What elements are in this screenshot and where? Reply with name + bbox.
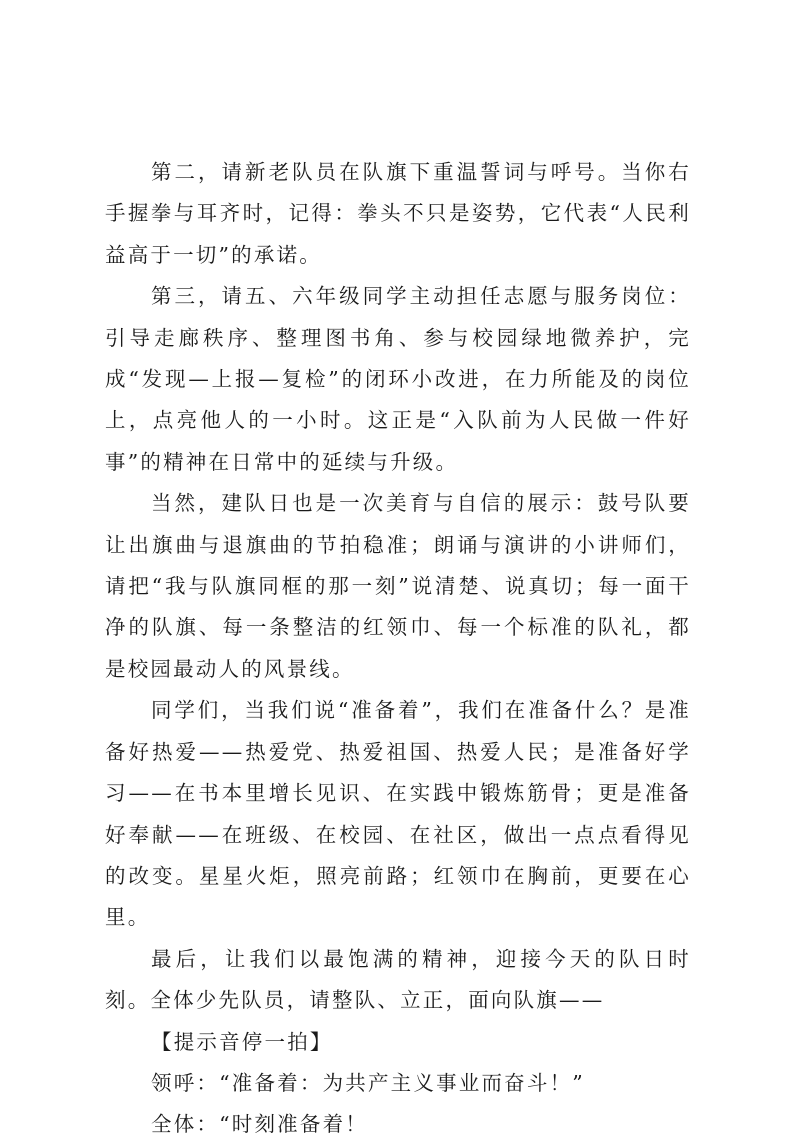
- document-body: [105, 152, 691, 1146]
- paragraph-pledge: 第二，请新老队员在队旗下重温誓词与呼号。当你右手握拳与耳齐时，记得：拳头不只是姿势，它代表“人民利益高于一切”的承诺。: [105, 160, 691, 267]
- paragraph-aesthetics: 当然，建队日也是一次美育与自信的展示：鼓号队要让出旗曲与退旗曲的节拍稳准；朗诵与演讲的小讲师们，请把“我与队旗同框的那一刻”说清楚、说真切；每一面干净的队旗、每一条整洁的红领巾、每一个标准的队礼，都是校园最动人的风景线。: [105, 491, 691, 681]
- paragraph-volunteer: 第三，请五、六年级同学主动担任志愿与服务岗位：引导走廊秩序、整理图书角、参与校园绿地微养护，完成“发现—上报—复检”的闭环小改进，在力所能及的岗位上，点亮他人的一小时。这正是“入队前为人民做一件好事”的精神在日常中的延续与升级。: [105, 284, 691, 474]
- lead-call-line: 领呼：“准备着：为共产主义事业而奋斗！”: [151, 1070, 585, 1095]
- paragraph-be-prepared: 同学们，当我们说“准备着”，我们在准备什么？是准备好热爱——热爱党、热爱祖国、热爱人民；是准备好学习——在书本里增长见识、在实践中锻炼筋骨；更是准备好奉献——在班级、在校园、在社区，做出一点点看得见的改变。星星火炬，照亮前路；红领巾在胸前，更要在心里。: [105, 698, 691, 930]
- cue-line: 【提示音停一拍】: [151, 1029, 333, 1054]
- paragraph-closing: 最后，让我们以最饱满的精神，迎接今天的队日时刻。全体少先队员，请整队、立正，面向队旗——: [105, 946, 691, 1013]
- all-response-line: 全体：“时刻准备着！: [151, 1112, 368, 1137]
